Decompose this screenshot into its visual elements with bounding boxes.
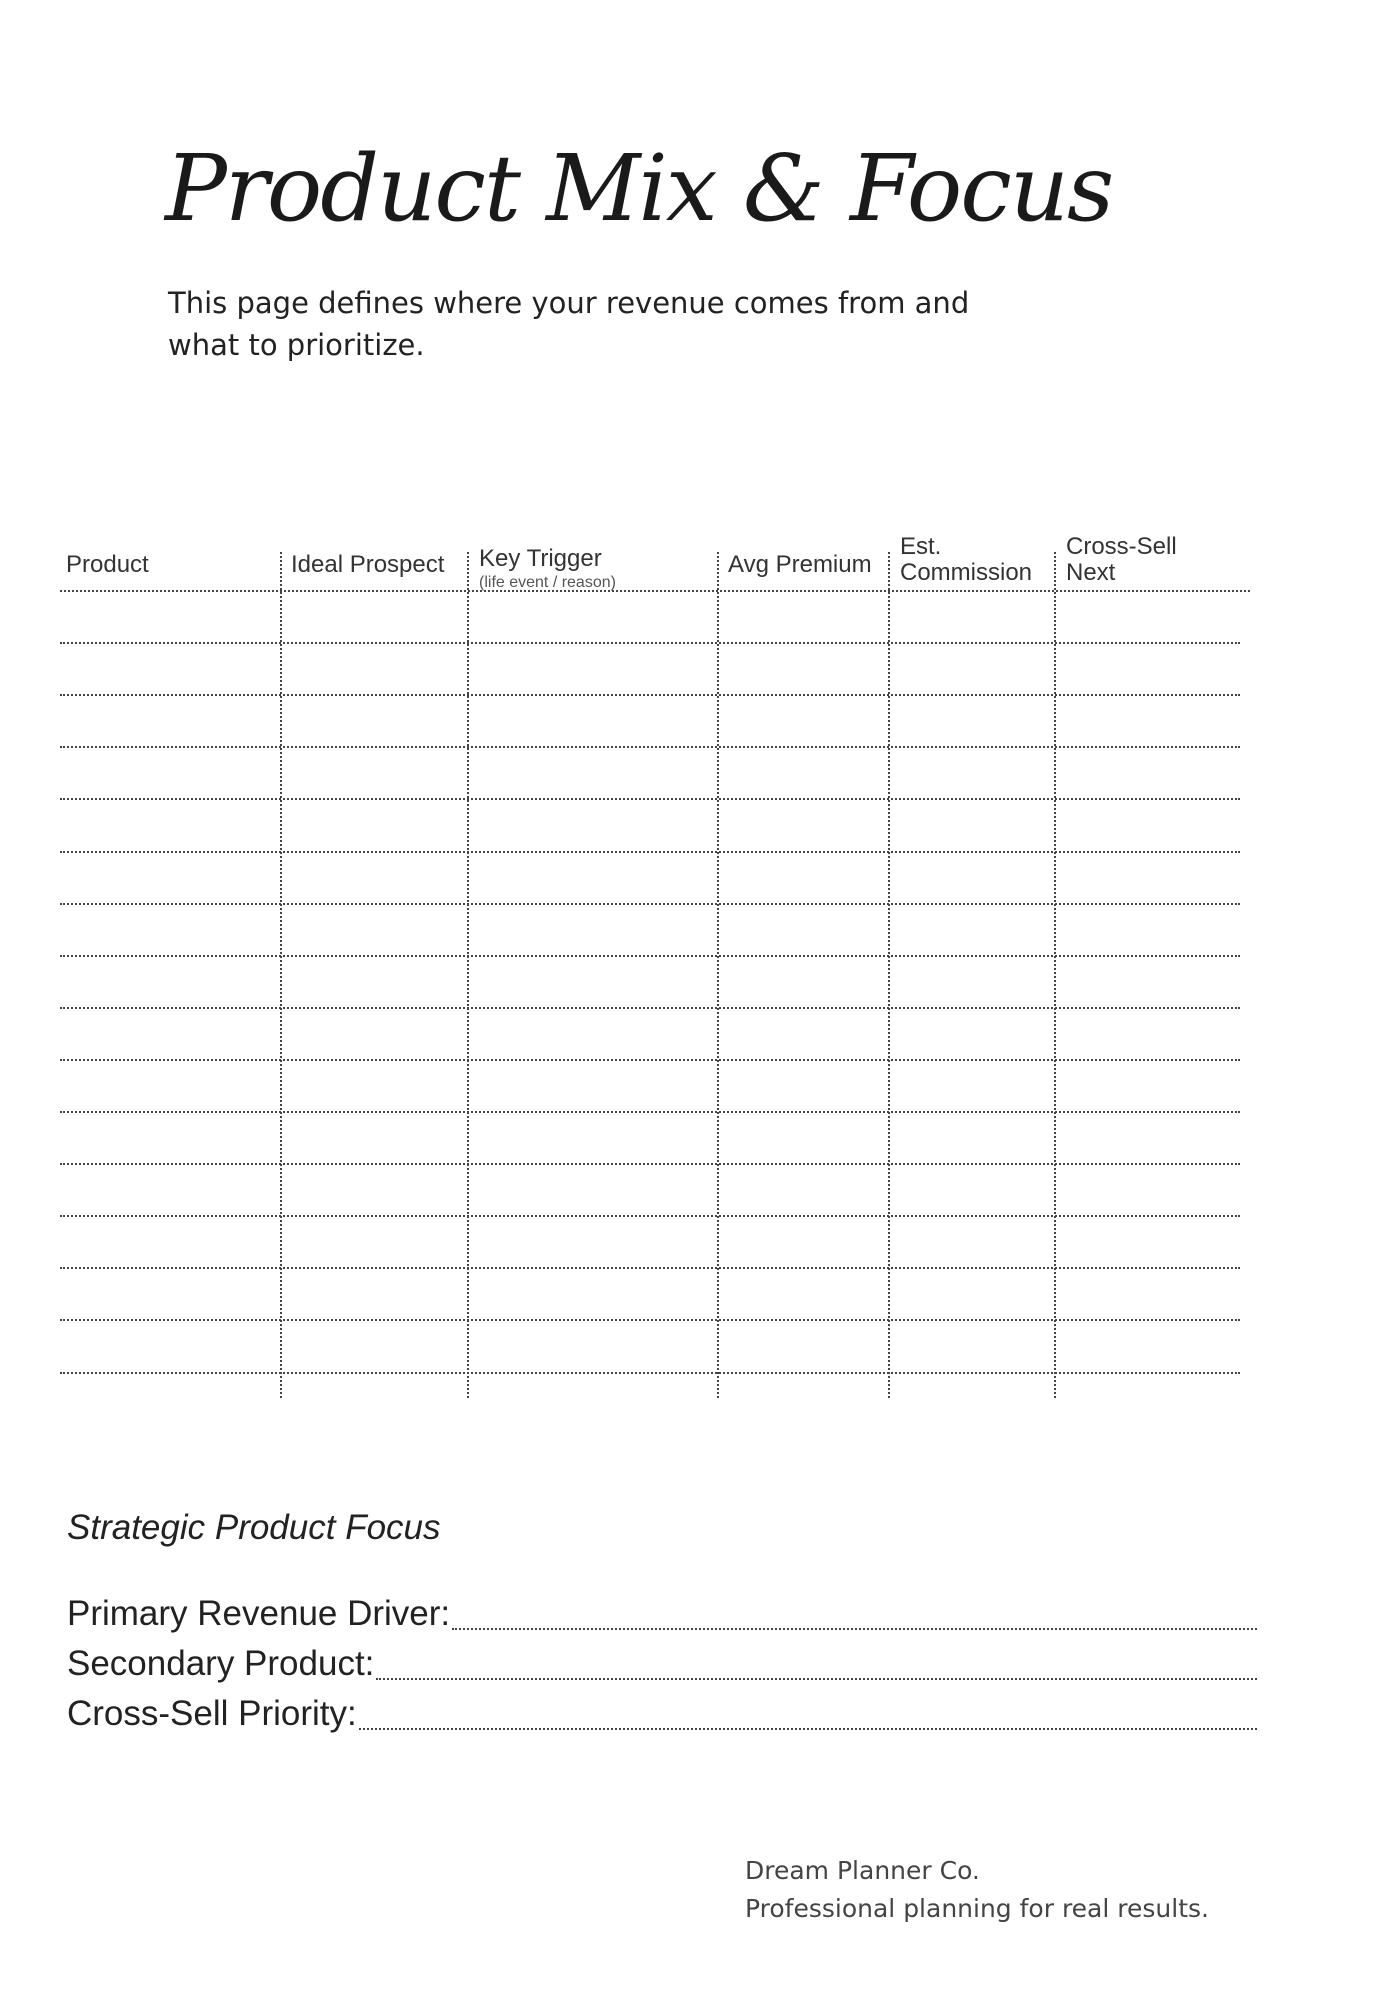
column-header-avg-premium [728,528,896,590]
field-label: Secondary Product: [67,1644,375,1683]
table-row[interactable] [60,1215,1240,1217]
table-row[interactable] [60,1163,1240,1165]
column-divider [280,552,282,1398]
secondary-product-field[interactable] [67,1638,1257,1684]
column-divider [717,552,719,1398]
table-row[interactable] [60,746,1240,748]
table-row[interactable] [60,798,1240,800]
fill-in-line[interactable] [359,1728,1257,1730]
focus-heading: Strategic Product Focus [67,1508,441,1547]
primary-revenue-driver-field[interactable] [67,1588,1257,1634]
column-header-ideal-prospect [291,528,471,590]
cross-sell-priority-field[interactable] [67,1688,1257,1734]
column-header-sublabel: (life event / reason) [479,574,616,591]
footer-brand: Dream Planner Co. [745,1856,980,1885]
page-subtitle: This page defines where your revenue comes from and what to prioritize. [168,286,970,362]
column-header-key-trigger [479,528,709,590]
column-header-label: Est. Commission [900,533,1033,586]
field-label: Cross-Sell Priority: [67,1694,357,1733]
column-header-label: Ideal Prospect [291,551,445,578]
table-row[interactable] [60,642,1240,644]
header-underline [60,590,1250,592]
table-row[interactable] [60,1267,1240,1269]
column-header-label: Key Trigger [479,545,602,572]
table-row[interactable] [60,1059,1240,1061]
table-row[interactable] [60,955,1240,957]
fill-in-line[interactable] [452,1628,1257,1630]
column-divider [1054,552,1056,1398]
column-header-label: Avg Premium [728,551,872,578]
footer [745,1852,1209,1928]
column-header-est-commission [900,528,1055,590]
column-divider [467,552,469,1398]
field-label: Primary Revenue Driver: [67,1594,451,1633]
table-row[interactable] [60,694,1240,696]
column-divider [888,552,890,1398]
table-row[interactable] [60,1319,1240,1321]
table-row[interactable] [60,1007,1240,1009]
table-row[interactable] [60,1111,1240,1113]
table-row[interactable] [60,1372,1240,1374]
column-header-product [66,528,276,590]
table-row[interactable] [60,851,1240,853]
page-title: Product Mix & Focus [165,135,1113,242]
column-header-label: Product [66,551,149,578]
column-header-label: Cross-Sell Next [1066,533,1177,586]
product-mix-table [60,528,1250,1398]
fill-in-line[interactable] [376,1678,1257,1680]
footer-tagline: Professional planning for real results. [745,1894,1209,1923]
table-row[interactable] [60,903,1240,905]
column-header-cross-sell-next [1066,528,1226,590]
